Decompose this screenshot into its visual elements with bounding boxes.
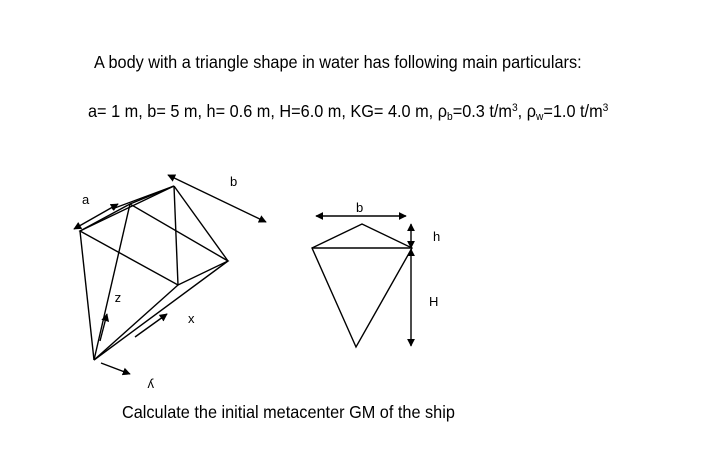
question-text: Calculate the initial metacenter GM of the ship (122, 402, 455, 422)
section-outline (312, 224, 412, 347)
prism-3d-figure (74, 174, 266, 393)
rho-b-symbol: ρ (437, 101, 447, 121)
param-b: b= 5 m, (147, 101, 203, 121)
param-KG: KG= 4.0 m, (350, 101, 434, 121)
param-separator: , (517, 101, 523, 121)
problem-title: A body with a triangle shape in water has following main particulars: (94, 52, 582, 72)
label-b-section: b (356, 200, 364, 215)
rho-b-superscript: 3 (511, 102, 518, 114)
param-h: h= 0.6 m, (206, 101, 275, 121)
rho-w-symbol: ρ (526, 101, 536, 121)
param-a: a= 1 m, (88, 101, 143, 121)
param-H: H=6.0 m, (279, 101, 346, 121)
rho-w-subscript: w (535, 111, 544, 123)
axis-y-arrow (101, 363, 130, 374)
label-y: y (147, 378, 154, 393)
label-z: z (114, 292, 121, 307)
prism-edge (174, 186, 228, 261)
label-b-3d: b (230, 174, 238, 189)
prism-top-face (80, 204, 228, 285)
label-x: x (188, 311, 195, 326)
prism-edge (94, 285, 178, 360)
prism-edge (80, 231, 94, 360)
rho-w-superscript: 3 (602, 102, 609, 114)
prism-edge (80, 186, 174, 231)
rho-b-subscript: b (446, 111, 453, 123)
label-a: a (82, 192, 90, 207)
prism-edge (174, 186, 178, 285)
rho-b-value: =0.3 t/m (452, 101, 512, 121)
rho-w-value: =1.0 t/m (543, 101, 603, 121)
label-H: H (429, 294, 439, 309)
cross-section-figure (312, 200, 440, 347)
label-h: h (433, 229, 441, 244)
